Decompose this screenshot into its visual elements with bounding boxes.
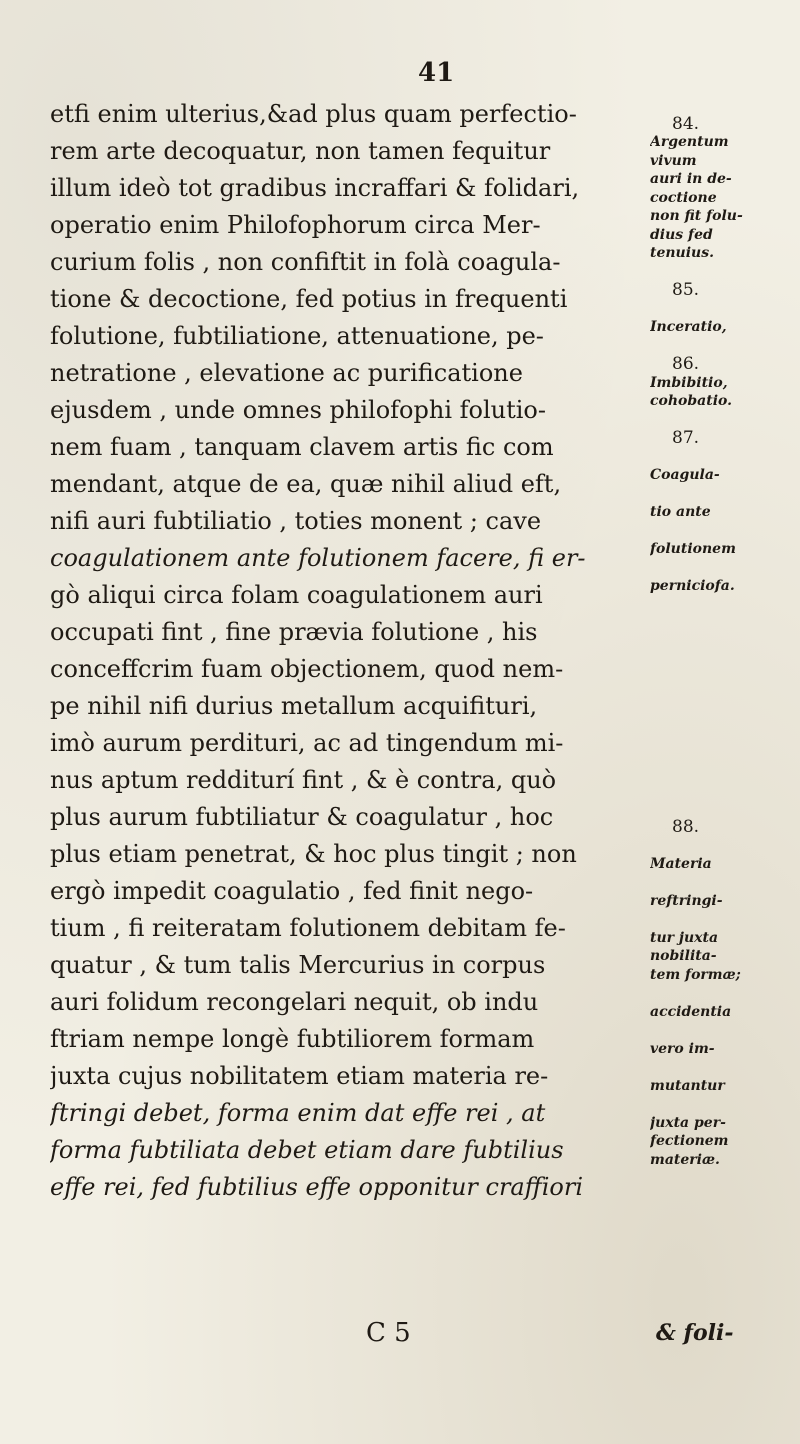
margin-note-number: 85. (672, 281, 700, 300)
margin-note: Materia (650, 855, 712, 872)
margin-note (650, 1058, 798, 1077)
text-line: mendant, atque de ea, quæ nihil aliud eft, (50, 470, 562, 498)
margin-note (650, 633, 798, 652)
text-line: ejusdem , unde omnes philofophi folutio- (50, 396, 546, 424)
margin-note (650, 836, 798, 855)
text-line: netratione , elevatione ac purificatione (50, 359, 523, 387)
text-line: plus etiam penetrat, & hoc plus tingit ; non (50, 840, 577, 868)
text-line: etfi enim ulterius,&ad plus quam perfectio- (50, 100, 577, 128)
margin-note (650, 651, 798, 670)
margin-note (650, 984, 798, 1003)
margin-note (650, 596, 798, 615)
text-line: ftriam nempe longè fubtiliorem formam (50, 1025, 535, 1053)
margin-note (650, 485, 798, 504)
text-line: ergò impedit coagulatio , fed finit nego- (50, 877, 534, 905)
text-line: nus aptum redditurí fint , & è contra, quò (50, 766, 557, 794)
margin-note (650, 337, 798, 356)
text-line: forma fubtiliata debet etiam dare fubtilius (50, 1136, 564, 1164)
margin-note: tem formæ; (650, 966, 741, 983)
margin-note (650, 910, 798, 929)
text-line: gò aliqui circa folam coagulationem auri (50, 581, 543, 609)
margin-note (650, 762, 798, 781)
margin-note: folutionem (650, 541, 736, 557)
margin-note (650, 781, 798, 800)
text-line: curium folis , non confiftit in folà coagula- (50, 248, 561, 276)
margin-note-number: 84. (672, 114, 700, 133)
text-line: plus aurum fubtiliatur & coagulatur , hoc (50, 803, 554, 831)
margin-note (650, 411, 798, 430)
margin-note-number: 88. (672, 817, 700, 836)
margin-note-number: 86. (672, 355, 700, 374)
text-line: rem arte decoquatur, non tamen fequitur (50, 137, 551, 165)
margin-note: vivum (650, 152, 697, 169)
margin-note (650, 1095, 798, 1114)
text-line: coagulationem ante folutionem facere, fi er- (50, 544, 586, 572)
margin-note (650, 263, 798, 282)
page-number: 41 (418, 58, 455, 88)
margin-note: reftringi- (650, 892, 723, 909)
text-line: tione & decoctione, fed potius in frequenti (50, 285, 568, 313)
text-line: nem fuam , tanquam clavem artis fic com (50, 433, 554, 461)
margin-note (650, 448, 798, 467)
margin-note (650, 707, 798, 726)
margin-note: tio ante (650, 504, 711, 520)
margin-note: auri in de- (650, 171, 732, 187)
text-line: conceffcrim fuam objectionem, quod nem- (50, 655, 564, 683)
margin-note (650, 300, 798, 319)
text-line: auri folidum recongelari nequit, ob indu (50, 988, 539, 1016)
margin-note: vero im- (650, 1040, 715, 1057)
text-line: quatur , & tum talis Mercurius in corpus (50, 951, 546, 979)
margin-note: Imbibitio, (650, 374, 728, 391)
text-line: imò aurum perdituri, ac ad tingendum mi- (50, 729, 564, 757)
margin-note: dius fed (650, 226, 713, 243)
margin-note: cohobatio. (650, 393, 732, 409)
margin-note (650, 688, 798, 707)
text-line: operatio enim Philofophorum circa Mer- (50, 211, 541, 239)
catchword: & foli- (656, 1320, 734, 1346)
margin-note: mutantur (650, 1077, 725, 1094)
text-line: illum ideò tot gradibus incraffari & folidari, (50, 174, 580, 202)
margin-note: tenuius. (650, 245, 714, 261)
main-text-column (50, 96, 650, 1206)
margin-note: non fit folu- (650, 208, 743, 224)
margin-note: fectionem (650, 1133, 729, 1149)
text-line: pe nihil nifi durius metallum acquifituri, (50, 692, 538, 720)
marginal-notes (650, 96, 798, 1169)
margin-note: Coagula- (650, 467, 720, 483)
margin-note (650, 799, 798, 818)
margin-note (650, 725, 798, 744)
signature-mark: C 5 (366, 1318, 411, 1348)
margin-note (650, 1021, 798, 1040)
margin-note (650, 96, 798, 115)
margin-note (650, 614, 798, 633)
margin-note: Inceratio, (650, 319, 727, 335)
margin-note: perniciofa. (650, 578, 735, 594)
margin-note: Argentum (650, 134, 729, 150)
text-line: juxta cujus nobilitatem etiam materia re- (50, 1062, 549, 1090)
text-line: folutione, fubtiliatione, attenuatione, pe- (50, 322, 544, 350)
margin-note (650, 522, 798, 541)
margin-note (650, 744, 798, 763)
margin-note-number: 87. (672, 429, 700, 448)
text-line: nifi auri fubtiliatio , toties monent ; cave (50, 507, 542, 535)
text-line: ftringi debet, forma enim dat effe rei , at (50, 1099, 546, 1127)
margin-note: nobilita- (650, 948, 717, 964)
text-line: tium , fi reiteratam folutionem debitam fe- (50, 914, 566, 942)
margin-note (650, 670, 798, 689)
margin-note: materiæ. (650, 1151, 720, 1168)
text-line: occupati fint , fine prævia folutione , his (50, 618, 538, 646)
margin-note: coctione (650, 189, 717, 206)
margin-note (650, 559, 798, 578)
text-line: effe rei, fed fubtilius effe opponitur craffiori (50, 1173, 584, 1201)
margin-note: juxta per- (650, 1114, 726, 1131)
margin-note: accidentia (650, 1003, 732, 1020)
margin-note (650, 873, 798, 892)
margin-note: tur juxta (650, 929, 719, 946)
